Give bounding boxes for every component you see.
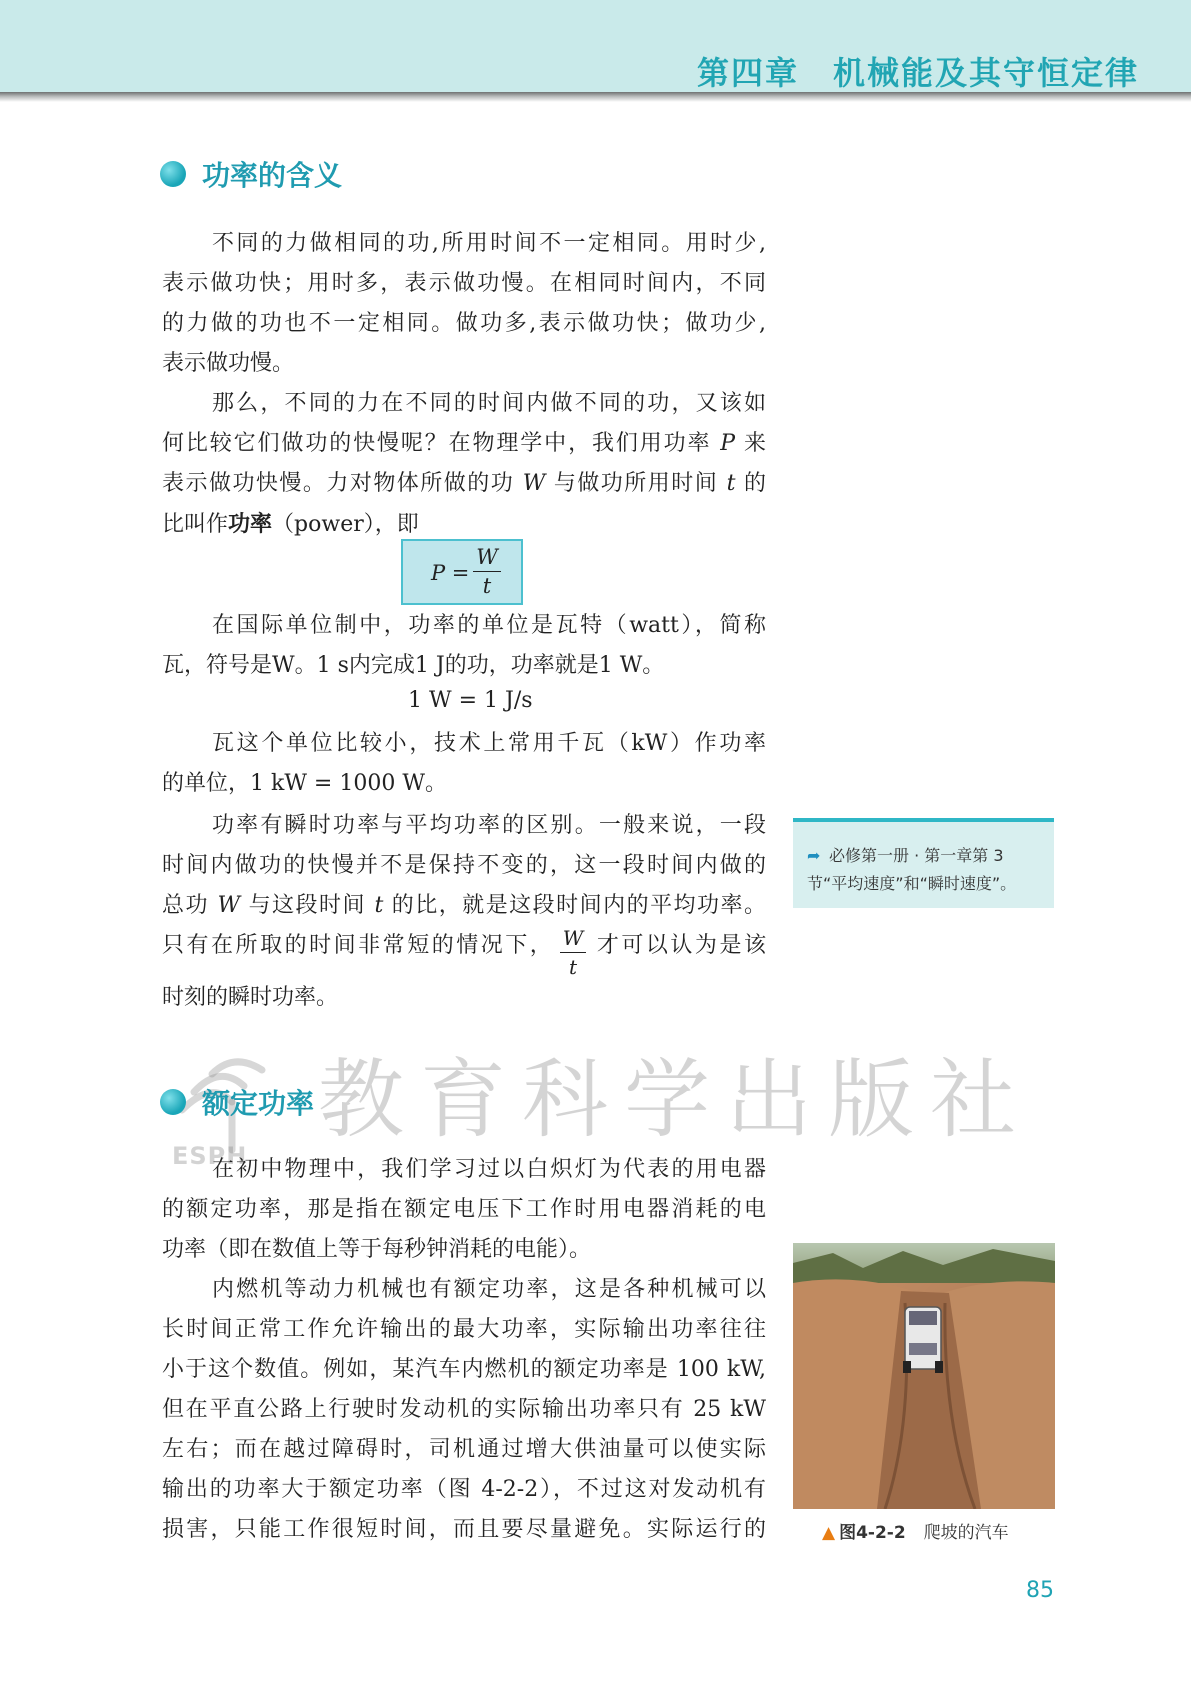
section-heading-power-meaning: [160, 154, 342, 194]
formula-box: [401, 539, 523, 605]
bullet-dot-icon: [160, 161, 186, 187]
publisher-watermark: 教育科学出版社: [318, 1050, 1032, 1150]
text-line: 但在平直公路上行驶时发动机的实际输出功率只有 25 kW: [162, 1397, 766, 1422]
triangle-marker-icon: ▲: [822, 1523, 836, 1543]
note-line-1: 必修第一册 · 第一章第 3: [829, 846, 1004, 865]
section-title: 额定功率: [202, 1087, 315, 1120]
paragraph-5: [162, 806, 766, 1018]
paragraph-6: [162, 1150, 766, 1270]
var-t: t: [726, 471, 736, 496]
text-line: 的力做的功也不一定相同。做功多,表示做功快；做功少,: [162, 311, 766, 336]
formula-fraction: [473, 545, 501, 598]
text-line: 表示做功快；用时多，表示做功慢。在相同时间内，不同: [162, 271, 766, 296]
text-line: 长时间正常工作允许输出的最大功率，实际输出功率往往: [162, 1317, 766, 1342]
formula-numerator: W: [476, 545, 498, 569]
text-line: 不同的力做相同的功,所用时间不一定相同。用时少,: [212, 231, 766, 256]
text-line: 损害，只能工作很短时间，而且要尽量避免。实际运行的: [162, 1517, 766, 1542]
text-line: 瓦，符号是W。1 s内完成1 J的功，功率就是1 W。: [162, 653, 665, 678]
paragraph-4: [162, 724, 766, 804]
page-number: 85: [1026, 1578, 1054, 1603]
text-line: 左右；而在越过障碍时，司机通过增大供油量可以使实际: [162, 1437, 766, 1462]
text-line: 在国际单位制中，功率的单位是瓦特（watt），简称: [212, 613, 766, 638]
figure-number: 图4-2-2: [839, 1523, 906, 1543]
text-line: 在初中物理中，我们学习过以白炽灯为代表的用电器: [212, 1157, 766, 1182]
text-line: 总功 W 与这段时间 t 的比，就是这段时间内的平均功率。: [162, 893, 766, 918]
text-line: 时刻的瞬时功率。: [162, 985, 339, 1010]
bullet-dot-icon: [160, 1089, 186, 1115]
margin-note: [793, 818, 1054, 908]
text-line: 表示做功快慢。力对物体所做的功 W 与做功所用时间 t 的: [162, 471, 767, 496]
text-line: 功率有瞬时功率与平均功率的区别。一般来说，一段: [212, 813, 766, 838]
var-W: W: [522, 471, 546, 496]
text-line: 的单位，1 kW = 1000 W。: [162, 771, 447, 796]
arrow-icon: ➦: [807, 846, 821, 865]
text-line: 内燃机等动力机械也有额定功率，这是各种机械可以: [212, 1277, 766, 1302]
chapter-title: 第四章 机械能及其守恒定律: [696, 54, 1139, 92]
formula-denominator: t: [482, 574, 492, 598]
note-line-2: 节“平均速度”和“瞬时速度”。: [807, 874, 1017, 893]
text-line: 比叫作功率（power），即: [162, 511, 419, 537]
text-line: 输出的功率大于额定功率（图 4-2-2），不过这对发动机有: [162, 1477, 766, 1502]
watermark-abbr: ESPH: [172, 1142, 248, 1170]
figure-photo-climbing-car: [793, 1243, 1055, 1509]
paragraph-7: [162, 1270, 766, 1550]
section-title: 功率的含义: [202, 159, 343, 192]
paragraph-2: [162, 384, 766, 544]
paragraph-3: [162, 606, 766, 686]
term-power: 功率: [228, 511, 273, 537]
figure-caption-text: 爬坡的汽车: [923, 1523, 1009, 1543]
text-line: 小于这个数值。例如，某汽车内燃机的额定功率是 100 kW,: [162, 1357, 766, 1382]
text-line: 时间内做功的快慢并不是保持不变的，这一段时间内做的: [162, 853, 766, 878]
text-line: 的额定功率，那是指在额定电压下工作时用电器消耗的电: [162, 1197, 766, 1222]
text-line: 瓦这个单位比较小，技术上常用千瓦（kW）作功率: [212, 731, 766, 756]
text-line: 功率（即在数值上等于每秒钟消耗的电能）。: [162, 1237, 592, 1262]
text-line: 何比较它们做功的快慢呢？在物理学中，我们用功率 P 来: [162, 431, 766, 456]
var-P: P: [720, 431, 736, 456]
text-line: 那么，不同的力在不同的时间内做不同的功，又该如: [212, 391, 766, 416]
section-heading-rated-power: [160, 1082, 314, 1122]
unit-equation: 1 W = 1 J/s: [408, 688, 533, 713]
figure-caption: [822, 1518, 1009, 1543]
header-divider: [0, 92, 1191, 102]
text-line: 表示做功慢。: [162, 351, 295, 376]
text-line: 只有在所取的时间非常短的情况下， 才可以认为是该: [162, 933, 766, 958]
formula-lhs: P =: [431, 561, 470, 585]
paragraph-1: [162, 224, 766, 384]
inline-fraction: W t: [560, 926, 586, 979]
